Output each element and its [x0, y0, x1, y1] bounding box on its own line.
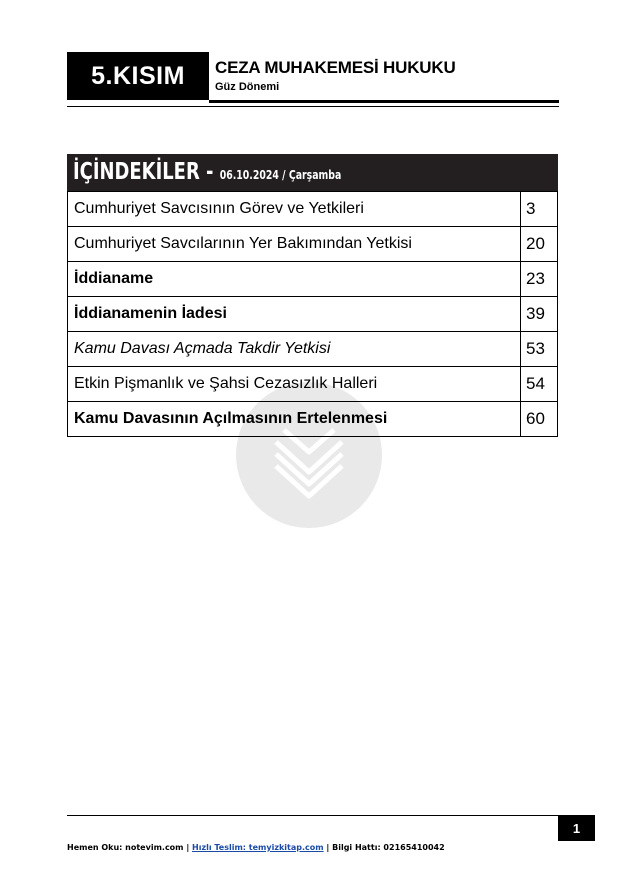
toc-title: İÇİNDEKİLER -	[73, 159, 214, 185]
header-rule-thin	[67, 106, 559, 107]
toc-row[interactable]	[68, 192, 558, 227]
toc-title-group	[73, 159, 341, 188]
header-rule-thick	[209, 100, 559, 103]
footer-separator: |	[186, 843, 190, 852]
toc-row[interactable]	[68, 297, 558, 332]
course-title: CEZA MUHAKEMESİ HUKUKU	[215, 58, 456, 77]
toc-entry-title[interactable]: Kamu Davasının Açılmasının Ertelenmesi	[68, 402, 521, 437]
toc-row[interactable]	[68, 402, 558, 437]
toc-date: 06.10.2024 / Çarşamba	[219, 168, 342, 182]
table-of-contents	[67, 154, 558, 437]
footer-delivery-link[interactable]: Hızlı Teslim: temyizkitap.com	[192, 843, 324, 852]
footer-info	[67, 843, 445, 852]
toc-entry-page: 3	[521, 192, 558, 227]
term-label: Güz Dönemi	[215, 81, 280, 93]
page-number: 1	[558, 816, 595, 841]
toc-entry-page: 53	[521, 332, 558, 367]
footer-hotline: Bilgi Hattı: 02165410042	[332, 843, 445, 852]
toc-entry-page: 60	[521, 402, 558, 437]
toc-entry-title[interactable]: Cumhuriyet Savcılarının Yer Bakımından Yetkisi	[68, 227, 521, 262]
toc-row[interactable]	[68, 262, 558, 297]
toc-table	[67, 191, 558, 437]
toc-header	[67, 154, 558, 191]
toc-row[interactable]	[68, 332, 558, 367]
toc-entry-title[interactable]: Cumhuriyet Savcısının Görev ve Yetkileri	[68, 192, 521, 227]
toc-entry-page: 23	[521, 262, 558, 297]
part-label: 5.KISIM	[67, 52, 209, 100]
toc-row[interactable]	[68, 227, 558, 262]
footer-read-label: Hemen Oku: notevim.com	[67, 843, 184, 852]
toc-entry-title[interactable]: Etkin Pişmanlık ve Şahsi Cezasızlık Halleri	[68, 367, 521, 402]
footer-separator: |	[326, 843, 330, 852]
toc-row[interactable]	[68, 367, 558, 402]
toc-entry-title[interactable]: Kamu Davası Açmada Takdir Yetkisi	[68, 332, 521, 367]
toc-entry-title[interactable]: İddianame	[68, 262, 521, 297]
toc-entry-page: 54	[521, 367, 558, 402]
toc-entry-title[interactable]: İddianamenin İadesi	[68, 297, 521, 332]
footer-rule	[67, 815, 595, 816]
toc-entry-page: 39	[521, 297, 558, 332]
toc-entry-page: 20	[521, 227, 558, 262]
